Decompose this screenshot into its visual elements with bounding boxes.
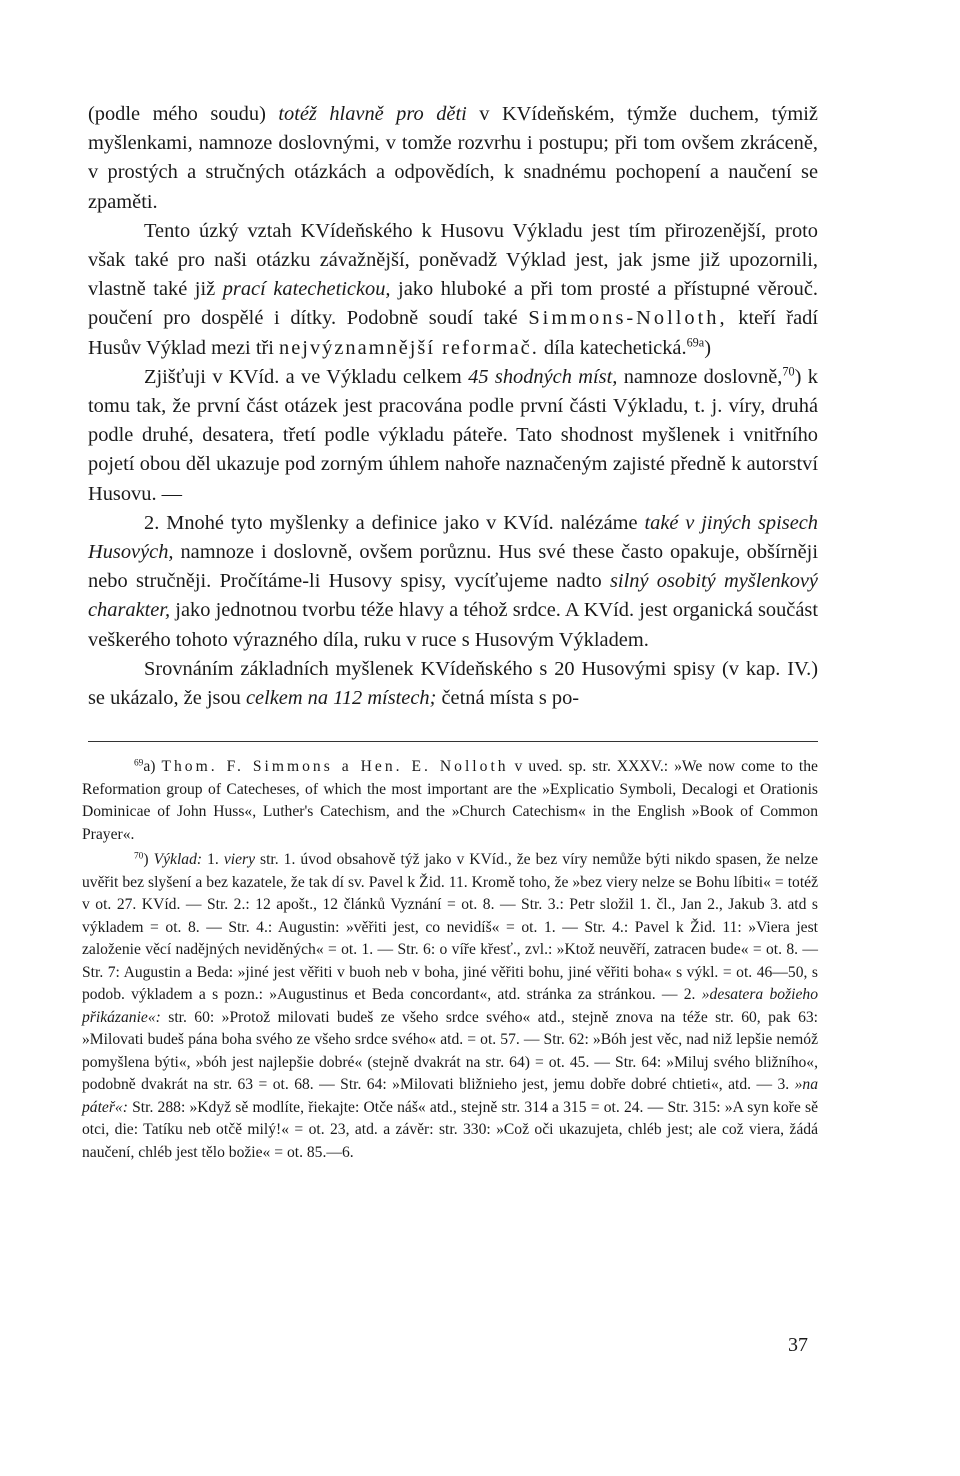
emphasis: také v jiných spisech Husových, <box>88 511 819 564</box>
main-text <box>88 100 818 713</box>
emphasis: viery <box>223 851 255 868</box>
paragraph: 2. Mnohé tyto myšlenky a definice jako v KVíd. nalézáme také v jiných spisech Husových, namnoze i doslovně, ovšem porůznu. Hus své these často opakuje, obšírněji nebo stručněji. Pročítáme-li Husovy spisy, vycíťujeme nadto silný osobitý myšlenkový charakter, jako jednotnou tvorbu téže hlavy a téhož srdce. A KVíd. jest organická součást veškerého tohoto výrazného díla, ruku v ruce s Husovým Výkladem. <box>88 511 819 651</box>
spaced-name: Simmons-Nolloth, <box>528 307 728 330</box>
page-number: 37 <box>788 1334 808 1356</box>
emphasis: celkem na 112 místech; <box>245 687 437 710</box>
spaced-text: nejvýznamnější reformač. <box>279 336 539 359</box>
footnote-mark: 70 <box>134 851 144 862</box>
emphasis: 45 shodných míst, <box>468 365 618 388</box>
paragraph: Srovnáním základních myšlenek KVídeňského s 20 Husovými spisy (v kap. IV.) se ukázalo, že jsou celkem na 112 místech; četná místa s po- <box>88 657 818 710</box>
footnote-mark: 69 <box>134 758 144 769</box>
footnote-ref[interactable]: 70 <box>782 364 795 379</box>
emphasis: Výklad: <box>153 851 203 868</box>
paragraph: Zjišťuji v KVíd. a ve Výkladu celkem 45 shodných míst, namnoze doslovně,$^{70}$) k tomu tak, že první část otázek jest pracována podle první části Výkladu, t. j. víry, druhá podle druhé, desatera, třetí podle výkladu páteře. Tato shodnost myšlenek i vnitřního pojetí obou děl ukazuje pod zorným úhlem nahoře naznačeným zajisté předně k autorství Husovu. — <box>88 364 818 505</box>
footnote: $^{69}$a) Thom. F. Simmons a Hen. E. Nolloth v uved. sp. str. XXXV.: »We now come to the Reformation group of Catecheses, of which the most important are the »Explicatio Symboli, Decalogi et Orationis Dominicae of John Huss«, Luther's Catechism, and the »Church Catechism« in the English »Book of Common Prayer«. <box>82 758 818 843</box>
paragraph: Tento úzký vztah KVídeňského k Husovu Výkladu jest tím přirozenější, proto však také pro naši otázku závažnější, poněvadž Výklad jest, jak jsme již upozornili, vlastně také již prací katechetickou, jako hluboké a při tom prosté a přístupné věrouč. poučení pro dospělé i dítky. Podobně soudí také Simmons-Nolloth, kteří řadí Husův Výklad mezi tři nejvýznamnější reformač. díla katechetická.$^{69a}$) <box>88 219 819 359</box>
emphasis: »na páteř«: <box>82 1076 818 1116</box>
footnote-separator <box>88 741 818 742</box>
emphasis: prací katechetickou, <box>222 278 391 301</box>
footnotes <box>82 756 818 1164</box>
spaced-name: Thom. F. Simmons a Hen. E. Nolloth <box>161 758 509 775</box>
emphasis: totéž hlavně pro děti <box>278 103 467 125</box>
emphasis: silný osobitý myšlenkový charakter, <box>88 570 818 622</box>
paragraph: (podle mého soudu) totéž hlavně pro děti v KVídeňském, týmže duchem, týmiž myšlenkami, namnoze doslovnými, v tomže rozvrhu i postupu; při tom ovšem zkráceně, v prostých a stručných otázkách a odpovědích, k snadnému pochopení a naučení se zpaměti. <box>88 103 818 213</box>
footnote: $^{70}$) Výklad: 1. viery str. 1. úvod obsahově týž jako v KVíd., že bez víry nemůže býti nikdo spasen, že nelze uvěřit bez slyšení a bez kazatele, že tak dí sv. Pavel k Žid. 11. Kromě toho, že »bez viery nelze se Bohu líbiti« = totéž v ot. 27. KVíd. — Str. 2.: 12 apošt., 12 článků Vyznání = ot. 8. — Str. 3.: Petr složil 1. čl., Jan 2., Jakub 3. atd s výkladem = ot. 8. — Str. 4.: Augustin: »věřiti jest, co nevidíš« = ot. 1. — Str. 4.: Pavel k Žid. 11: »Viera jest založenie věcí nadějných neviděných« = ot. 1. — Str. 6: o víře křesť., zvl.: »Ktož neuvěří, zatracen bude« = ot. 8. — Str. 7: Augustin a Beda: »jiné jest věřiti v buoh neb v boha, jiné věřiti bohu, jiné věřiti boha« s výkl. = ot. 46—50, s podob. výkladem a s pozn.: »Augustinus et Beda concordant«, atd. stránka za stránkou. — 2. »desatera božieho přikázanie«: str. 60: »Protož milovati budeš ze všeho srdce svého« atd., stejně znova na téže str. 60, pak 63: »Milovati budeš pána boha svého ze všeho srdce svého« atd. = ot. 57. — Str. 62: »Bóh jest věc, nad niž lepšie nemóž pomyšlena býti«, »bóh jest najlepšie dobré« (stejně dvakrát na str. 64) = ot. 45. — Str. 64: »Miluj svého bližního«, podobně dvakrát na str. 63 = ot. 68. — Str. 64: »Milovati bližnieho jest, jemu dobře dobré chtieti«, atd. — 3. »na páteř«: Str. 288: »Když sě modlíte, řiekajte: Otče náš« atd., stejně str. 314 a 315 = ot. 24. — Str. 315: »A syn koře sě otci, die: Tatíku neb otčě milý!« = ot. 23, atd. a závěr: str. 330: »Což oči ukazujeta, chléb jest; ale což viera, žádá naučení, chléb jest tělo božie« = ot. 85.—6. <box>82 851 818 1161</box>
emphasis: »desatera božieho přikázanie«: <box>82 986 818 1026</box>
footnote-ref[interactable]: 69a <box>686 335 705 350</box>
